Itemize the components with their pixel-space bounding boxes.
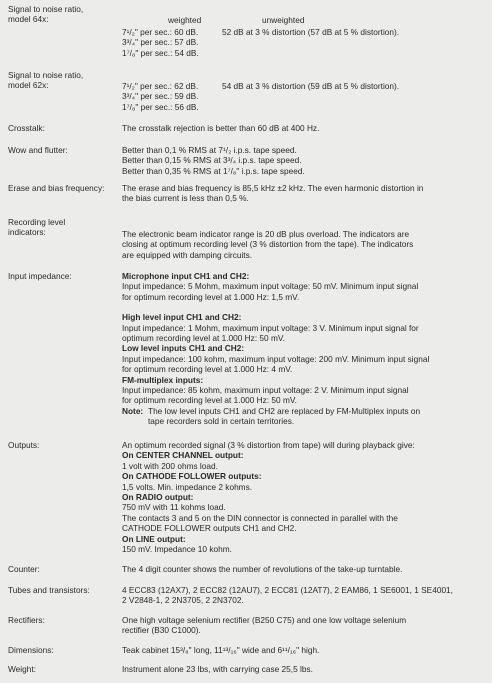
outputs-label: Outputs: — [8, 440, 40, 450]
text-line: The electronic beam indicator range is 20 dB plus overload. The indicators are — [122, 229, 410, 239]
text-line: Better than 0,1 % RMS at 7¹/₂ i.p.s. tape speed. — [122, 145, 297, 155]
section-heading: Low level inputs CH1 and CH2: — [122, 343, 245, 354]
text-line: for optimum recording level at 1.000 Hz: 1,5 mV. — [122, 291, 300, 302]
text-line: Better than 0,15 % RMS at 3³/₄ i.p.s. tape speed. — [122, 155, 302, 166]
text-line: rectifier (B30 C1000). — [122, 625, 201, 636]
text-line: closing at optimum recording level (3 % distortion from the tape). The indicators — [122, 239, 414, 250]
tubes-label: Tubes and transistors: — [8, 585, 90, 595]
text-line: One high voltage selenium rectifier (B250 C75) and one low voltage selenium — [122, 615, 407, 625]
snr-speed: 3³/₄" per sec.: 57 dB. — [122, 37, 199, 48]
text-line: 1,5 volts. Min. impedance 2 kohms. — [122, 481, 253, 492]
dimensions-text: Teak cabinet 15³/₈" long, 11¹³/₁₆" wide and 6¹¹/₁₆" high. — [122, 645, 320, 655]
text-line: Input impedance: 1 Mohm, maximum input voltage: 3 V. Minimum input signal for — [122, 322, 419, 333]
text-line: 150 mV. Impedance 10 kohm. — [122, 544, 232, 555]
text-line: Input impedance: 5 Mohm, maximum input voltage: 50 mV. Minimum input signal — [122, 281, 419, 292]
snr-speed: 7¹/₂" per sec.: 60 dB. — [122, 27, 199, 37]
rectifiers-values — [122, 615, 486, 636]
erase-values — [122, 183, 486, 204]
snr-note: 54 dB at 3 % distortion (59 dB at 5 % distortion). — [222, 81, 400, 91]
text-line: 1 volt with 200 ohms load. — [122, 460, 218, 471]
section-heading: High level input CH1 and CH2: — [122, 312, 242, 323]
col-weighted: weighted — [168, 15, 202, 25]
text-line: for optimum recording level at 1.000 Hz: 50 mV. — [122, 395, 297, 406]
snr-64x-values — [122, 27, 486, 58]
rectifiers-label: Rectifiers: — [8, 615, 45, 625]
snr-row — [122, 27, 486, 37]
label-line: Recording level — [8, 217, 66, 227]
text-line: for optimum recording level at 1.000 Hz: 4 mV. — [122, 364, 293, 375]
text-line: The erase and bias frequency is 85,5 kHz ±2 kHz. The even harmonic distortion in — [122, 183, 424, 193]
weight-text: Instrument alone 23 lbs, with carrying case 25,5 lbs. — [122, 664, 313, 674]
snr-64x-label — [8, 4, 120, 25]
snr-row — [122, 81, 486, 91]
section-heading: On RADIO output: — [122, 492, 194, 503]
text-line: The contacts 3 and 5 on the DIN connector is connected in parallel with the — [122, 512, 398, 523]
snr-speed: 7¹/₂" per sec.: 62 dB. — [122, 81, 199, 91]
label-line: indicators: — [8, 227, 46, 238]
text-line: tape recorders sold in certain territories. — [148, 416, 295, 427]
text-line: An optimum recorded signal (3 % distortion from tape) will during playback give: — [122, 440, 415, 450]
outputs-values — [122, 440, 486, 554]
text-line: Better than 0,35 % RMS at 1⁷/₈" i.p.s. tape speed. — [122, 165, 305, 176]
note — [122, 406, 486, 427]
label-line: model 62x: — [8, 80, 49, 91]
input-values — [122, 271, 486, 427]
snr-speed: 1⁷/₈" per sec.: 54 dB. — [122, 47, 199, 58]
snr-note: 52 dB at 3 % distortion (57 dB at 5 % distortion). — [222, 27, 400, 37]
crosstalk-text: The crosstalk rejection is better than 60 dB at 400 Hz. — [122, 123, 320, 133]
label-line: Signal to noise ratio, — [8, 70, 84, 80]
weight-label: Weight: — [8, 664, 36, 674]
text-line: CATHODE FOLLOWER outputs CH1 and CH2. — [122, 523, 297, 534]
text-line: the bias current is less than 0,5 %. — [122, 193, 249, 204]
wow-values — [122, 145, 486, 176]
text-line: Input impedance: 85 kohm, maximum input voltage: 2 V. Minimum input signal — [122, 385, 409, 396]
recording-label — [8, 217, 120, 238]
section-heading: On CATHODE FOLLOWER outputs: — [122, 471, 262, 482]
counter-text: The 4 digit counter shows the number of revolutions of the take-up turntable. — [122, 564, 403, 574]
text-line: Input impedance: 100 kohm, maximum input voltage: 200 mV. Minimum input signal — [122, 353, 430, 364]
dimensions-label: Dimensions: — [8, 645, 54, 655]
section-heading: On LINE output: — [122, 533, 186, 544]
section-heading: On CENTER CHANNEL output: — [122, 450, 244, 461]
erase-label: Erase and bias frequency: — [8, 183, 105, 193]
note-key: Note: — [122, 405, 144, 416]
text-line: 2 V2848-1, 2 2N3705, 2 2N3702. — [122, 595, 244, 606]
note-body — [148, 406, 420, 427]
snr-speed: 3³/₄" per sec.: 59 dB. — [122, 91, 199, 102]
text-line: 750 mV with 11 kohms load. — [122, 502, 226, 513]
col-unweighted: unweighted — [262, 15, 305, 25]
crosstalk-label: Crosstalk: — [8, 123, 45, 133]
wow-label: Wow and flutter: — [8, 145, 68, 155]
recording-values — [122, 229, 486, 260]
text-line: The low level inputs CH1 and CH2 are replaced by FM-Multiplex inputs on — [148, 405, 421, 416]
snr-62x-label — [8, 70, 120, 91]
text-line: optimum recording level at 1.000 Hz: 50 mV. — [122, 333, 285, 344]
counter-label: Counter: — [8, 564, 40, 574]
section-heading: FM-multiplex inputs: — [122, 374, 204, 385]
section-heading: Microphone input CH1 and CH2: — [122, 271, 250, 281]
text-line: 4 ECC83 (12AX7), 2 ECC82 (12AU7), 2 ECC81 (12AT7), 2 EAM86, 1 SE6001, 1 SE4001, — [122, 585, 453, 595]
tubes-values — [122, 585, 486, 606]
input-label: Input impedance: — [8, 271, 72, 281]
snr-62x-values — [122, 81, 486, 112]
text-line: are equipped with damping circuits. — [122, 249, 253, 260]
label-line: model 64x: — [8, 14, 49, 25]
snr-speed: 1⁷/₈" per sec.: 56 dB. — [122, 101, 199, 112]
label-line: Signal to noise ratio, — [8, 4, 84, 14]
